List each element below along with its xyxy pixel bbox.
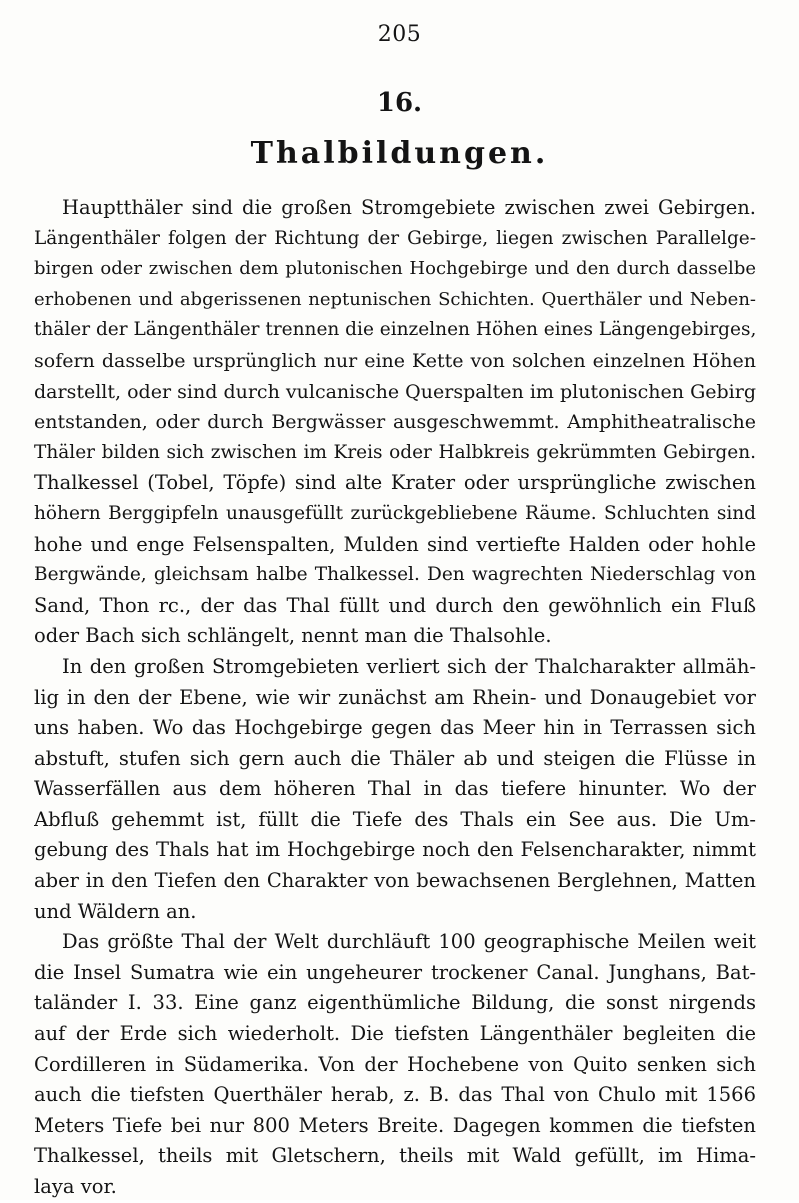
text-line: Wasserfällen aus dem höheren Thal in das tiefere hinunter. Wo der bbox=[34, 777, 756, 801]
text-line: Das größte Thal der Welt durchläuft 100 geographische Meilen weit bbox=[62, 930, 756, 954]
text-line: In den großen Stromgebieten verliert sich der Thalcharakter allmäh- bbox=[62, 654, 756, 678]
paragraph-2 bbox=[34, 652, 756, 927]
text-line: Thalkessel (Tobel, Töpfe) sind alte Krater oder ursprüngliche zwischen bbox=[34, 471, 756, 495]
text-line: höhern Berggipfeln unausgefüllt zurückgebliebene Räume. Schluchten sind bbox=[34, 502, 756, 524]
body-text bbox=[34, 193, 756, 1203]
text-line: laya vor. bbox=[34, 1175, 117, 1198]
text-line: Cordilleren in Südamerika. Von der Hochebene von Quito senken sich bbox=[34, 1052, 756, 1076]
text-line: Thäler bilden sich zwischen im Kreis oder Halbkreis gekrümmten Gebirgen. bbox=[34, 441, 756, 463]
text-line: erhobenen und abgerissenen neptunischen Schichten. Querthäler und Neben- bbox=[34, 288, 756, 310]
text-line: die Insel Sumatra wie ein ungeheurer trockener Canal. Junghans, Bat- bbox=[34, 960, 756, 984]
text-line: birgen oder zwischen dem plutonischen Hochgebirge und den durch dasselbe bbox=[34, 258, 756, 280]
text-line: auf der Erde sich wiederholt. Die tiefsten Längenthäler begleiten die bbox=[34, 1022, 756, 1046]
text-line: gebung des Thals hat im Hochgebirge noch den Felsencharakter, nimmt bbox=[34, 838, 756, 862]
text-line: lig in den der Ebene, wie wir zunächst am Rhein- und Donaugebiet vor bbox=[34, 685, 756, 709]
text-line: darstellt, oder sind durch vulcanische Querspalten im plutonischen Gebirg bbox=[34, 380, 756, 403]
text-line: Thalkessel, theils mit Gletschern, theils mit Wald gefüllt, im Hima- bbox=[34, 1144, 756, 1168]
text-line: und Wäldern an. bbox=[34, 899, 197, 923]
chapter-number: 16. bbox=[376, 88, 423, 118]
text-line: abstuft, stufen sich gern auch die Thäler ab und steigen die Flüsse in bbox=[34, 746, 756, 770]
text-line: thäler der Längenthäler trennen die einzelnen Höhen eines Längengebirges, bbox=[34, 319, 756, 341]
text-line: auch die tiefsten Querthäler herab, z. B. das Thal von Chulo mit 1566 bbox=[34, 1083, 756, 1107]
chapter-title: Thalbildungen. bbox=[250, 136, 549, 171]
paragraph-3 bbox=[34, 927, 756, 1202]
text-line: oder Bach sich schlängelt, nennt man die Thalsohle. bbox=[34, 624, 552, 648]
text-line: Sand, Thon rc., der das Thal füllt und durch den gewöhnlich ein Fluß bbox=[34, 593, 756, 617]
text-line: Bergwände, gleichsam halbe Thalkessel. Den wagrechten Niederschlag von bbox=[34, 564, 756, 586]
text-line: entstanden, oder durch Bergwässer ausgeschwemmt. Amphitheatralische bbox=[34, 411, 756, 434]
text-line: aber in den Tiefen den Charakter von bewachsenen Berglehnen, Matten bbox=[34, 869, 756, 893]
paragraph-1 bbox=[34, 193, 756, 652]
text-line: taländer I. 33. Eine ganz eigenthümliche Bildung, die sonst nirgends bbox=[34, 991, 756, 1015]
text-line: Längenthäler folgen der Richtung der Gebirge, liegen zwischen Parallelge- bbox=[34, 227, 756, 249]
text-line: hohe und enge Felsenspalten, Mulden sind vertiefte Halden oder hohle bbox=[34, 532, 756, 556]
text-line: sofern dasselbe ursprünglich nur eine Kette von solchen einzelnen Höhen bbox=[34, 349, 756, 372]
text-line: Hauptthäler sind die großen Stromgebiete zwischen zwei Gebirgen. bbox=[62, 196, 756, 219]
text-line: Abfluß gehemmt ist, füllt die Tiefe des Thals ein See aus. Die Um- bbox=[34, 807, 756, 831]
text-line: Meters Tiefe bei nur 800 Meters Breite. Dagegen kommen die tiefsten bbox=[34, 1113, 756, 1137]
page-number: 205 bbox=[377, 22, 422, 47]
text-line: uns haben. Wo das Hochgebirge gegen das Meer hin in Terrassen sich bbox=[34, 716, 756, 740]
